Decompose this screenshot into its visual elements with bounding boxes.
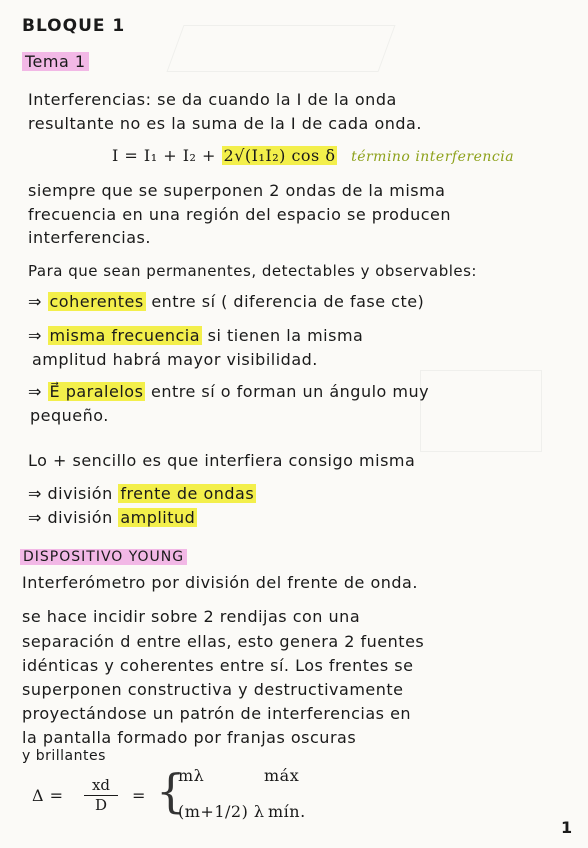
young-body-7: la pantalla formado por franjas oscuras xyxy=(22,728,357,747)
tema-label-text: Tema 1 xyxy=(22,52,89,71)
young-title xyxy=(20,549,187,565)
arrow-icon: ⇒ xyxy=(28,508,42,527)
arrow-icon: ⇒ xyxy=(28,326,42,345)
interf-line-2: resultante no es la suma de la I de cada onda. xyxy=(28,114,422,133)
bleed-through-shape xyxy=(166,25,395,72)
division-frente xyxy=(28,484,256,503)
interference-term-annotation: término interferencia xyxy=(351,149,515,165)
equals-sign: = xyxy=(132,786,146,805)
condition-rest: entre sí o forman un ángulo muy xyxy=(145,382,430,401)
page-number: 1 xyxy=(561,818,573,837)
young-body-6: proyectándose un patrón de interferencias en xyxy=(22,704,412,723)
condition-rest: si tienen la misma xyxy=(202,326,364,345)
young-title-text: DISPOSITIVO YOUNG xyxy=(20,549,187,565)
siempre-line-3: interferencias. xyxy=(28,228,151,247)
division-highlight: frente de ondas xyxy=(120,484,255,503)
fraction-denominator: D xyxy=(94,796,108,814)
division-amplitud xyxy=(28,508,197,527)
division-label: división xyxy=(47,484,119,503)
case-min-value: (m+1/2) λ xyxy=(178,802,265,821)
young-body-8: y brillantes xyxy=(22,748,106,764)
case-max-label: máx xyxy=(264,766,300,785)
siempre-line-1: siempre que se superponen 2 ondas de la misma xyxy=(28,181,446,200)
sencillo-line: Lo + sencillo es que interfiera consigo misma xyxy=(28,451,416,470)
formula-left: I = I₁ + I₂ + xyxy=(112,146,222,165)
young-body-3: separación d entre ellas, esto genera 2 fuentes xyxy=(22,632,425,651)
young-body-1: Interferómetro por división del frente de onda. xyxy=(22,573,418,592)
condition-highlight: coherentes xyxy=(49,292,144,311)
condition-rest: entre sí ( diferencia de fase cte) xyxy=(145,292,425,311)
bloque-title: BLOQUE 1 xyxy=(22,16,126,36)
young-body-2: se hace incidir sobre 2 rendijas con una xyxy=(22,607,361,626)
tema-label xyxy=(22,52,89,71)
delta-fraction xyxy=(84,776,118,814)
condition-paralelos-cont: pequeño. xyxy=(30,406,109,425)
delta-lhs: Δ = xyxy=(32,786,64,805)
case-min-label: mín. xyxy=(268,802,306,821)
condition-highlight: misma frecuencia xyxy=(49,326,201,345)
condition-frecuencia xyxy=(28,326,363,345)
siempre-line-2: frecuencia en una región del espacio se producen xyxy=(28,205,451,224)
condition-coherentes xyxy=(28,292,424,311)
condition-frecuencia-cont: amplitud habrá mayor visibilidad. xyxy=(32,350,318,369)
case-max-value: mλ xyxy=(178,766,205,785)
left-brace: { xyxy=(156,764,186,818)
arrow-icon: ⇒ xyxy=(28,292,42,311)
young-body-4: idénticas y coherentes entre sí. Los frentes se xyxy=(22,656,414,675)
bleed-through-shape xyxy=(420,370,542,452)
division-label: división xyxy=(47,508,119,527)
arrow-icon: ⇒ xyxy=(28,484,42,503)
intensity-formula xyxy=(112,146,514,165)
para-line: Para que sean permanentes, detectables y observables: xyxy=(28,262,477,280)
division-highlight: amplitud xyxy=(120,508,196,527)
interf-line-1: Interferencias: se da cuando la I de la onda xyxy=(28,90,397,109)
interference-term: 2√(I₁I₂) cos δ xyxy=(223,146,336,165)
arrow-icon: ⇒ xyxy=(28,382,42,401)
condition-paralelos xyxy=(28,382,429,401)
young-body-5: superponen constructiva y destructivamente xyxy=(22,680,404,699)
condition-highlight: E⃗ paralelos xyxy=(49,382,144,401)
fraction-numerator: xd xyxy=(84,776,118,796)
